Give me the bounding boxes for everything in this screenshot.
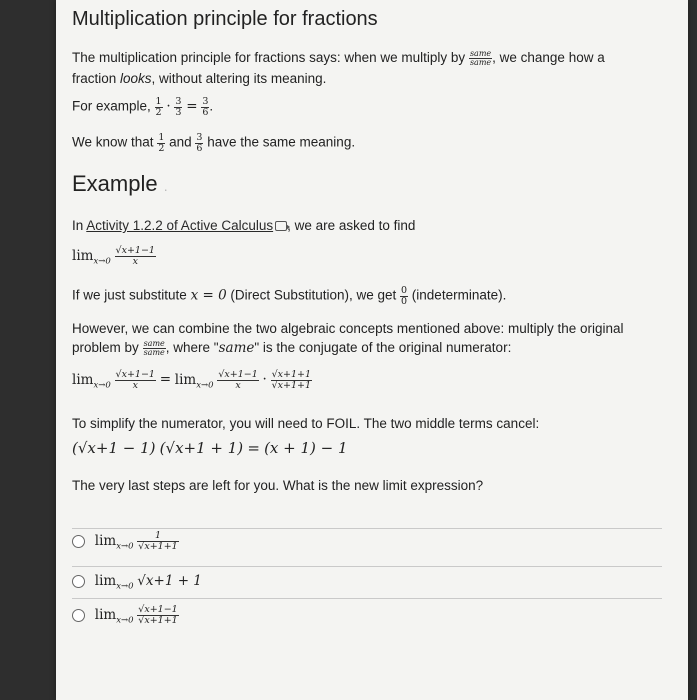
fraction-denominator: 6 bbox=[196, 142, 203, 154]
expanded-expression bbox=[72, 370, 312, 394]
simplify-line: To simplify the numerator, you will need to FOIL. The two middle terms cancel: bbox=[72, 416, 540, 431]
fraction-denominator: 2 bbox=[158, 142, 165, 154]
fraction-denominator: x bbox=[132, 255, 138, 267]
foil-left-factor-2: (√x+1 + 1) bbox=[159, 439, 244, 457]
however-text-c: " is the conjugate of the original numerator: bbox=[254, 340, 512, 355]
same-over-same-fraction bbox=[143, 340, 166, 357]
lim-subscript: x→0 bbox=[196, 380, 214, 391]
substitute-line bbox=[72, 286, 506, 306]
equals-sign: = bbox=[247, 439, 260, 457]
original-fraction bbox=[115, 370, 156, 390]
fraction-denominator: x bbox=[235, 379, 241, 391]
fraction-denominator: x bbox=[132, 379, 138, 391]
intro-line2-a: fraction bbox=[72, 71, 121, 86]
fraction-numerator: same bbox=[143, 338, 165, 348]
limit-fraction bbox=[115, 246, 156, 266]
fraction-numerator: √x+1+1 bbox=[271, 369, 311, 380]
fraction-numerator: 1 bbox=[137, 531, 178, 542]
intro-line-1 bbox=[72, 49, 605, 67]
looks-emphasis: looks bbox=[120, 71, 152, 86]
fraction-denominator: √x+1+1 bbox=[271, 379, 311, 391]
activity-text-a: In bbox=[72, 218, 87, 233]
fraction-denominator: 0 bbox=[401, 295, 408, 307]
fraction-three-sixths bbox=[201, 97, 209, 117]
fraction-one-half bbox=[155, 97, 163, 117]
fraction-numerator: √x+1−1 bbox=[115, 369, 155, 380]
fraction-numerator: 3 bbox=[175, 96, 182, 107]
activity-link[interactable]: Activity 1.2.2 of Active Calculus bbox=[86, 218, 274, 233]
fraction-numerator: √x+1−1 bbox=[138, 604, 178, 615]
limit-operator bbox=[94, 532, 134, 552]
fraction-denominator: 6 bbox=[202, 106, 209, 118]
limit-operator bbox=[174, 371, 214, 391]
conjugate-fraction bbox=[271, 370, 312, 390]
activity-text-b: , we are asked to find bbox=[287, 218, 416, 233]
fraction-one-half bbox=[157, 133, 165, 153]
answer-option-1[interactable] bbox=[72, 531, 179, 551]
multiply-dot: · bbox=[262, 371, 267, 388]
answer-option-3[interactable] bbox=[72, 605, 179, 625]
limit-operator bbox=[72, 371, 111, 391]
intro-text-a: The multiplication principle for fractions says: when we multiply by bbox=[72, 50, 466, 65]
fraction-numerator: same bbox=[469, 48, 492, 58]
we-know-text-c: have the same meaning. bbox=[207, 134, 356, 150]
lim-subscript: x→0 bbox=[116, 581, 134, 592]
activity-line bbox=[72, 217, 415, 235]
example-heading: Example . bbox=[72, 171, 168, 196]
same-over-same-fraction bbox=[469, 50, 492, 67]
limit-operator bbox=[94, 573, 134, 592]
fraction-numerator: √x+1−1 bbox=[218, 369, 258, 380]
lim-text: lim bbox=[72, 371, 94, 388]
page-title: Multiplication principle for fractions bbox=[72, 8, 378, 30]
however-text-a: problem by bbox=[72, 340, 139, 355]
however-line-1: However, we can combine the two algebraic concepts mentioned above: multiply the original bbox=[72, 321, 624, 336]
fraction-numerator: 1 bbox=[155, 96, 162, 107]
fraction-denominator: same bbox=[469, 57, 492, 67]
lim-text: lim bbox=[94, 573, 117, 589]
radio-button[interactable] bbox=[72, 575, 85, 588]
limit-operator bbox=[94, 606, 134, 626]
lim-text: lim bbox=[94, 532, 117, 549]
fraction-denominator: √x+1+1 bbox=[138, 614, 178, 626]
lim-subscript: x→0 bbox=[93, 380, 111, 391]
intro-text-b: , we change how a bbox=[492, 50, 605, 65]
question-text: The very last steps are left for you. What is the new limit expression? bbox=[72, 478, 484, 493]
lim-text: lim bbox=[94, 606, 117, 623]
fraction-numerator: 1 bbox=[158, 132, 165, 143]
radio-button[interactable] bbox=[72, 535, 85, 548]
fraction-numerator: 3 bbox=[196, 132, 203, 143]
options-divider bbox=[72, 528, 662, 529]
option-expression: √x+1 + 1 bbox=[137, 573, 202, 589]
fraction-three-sixths bbox=[195, 133, 203, 153]
limit-expression bbox=[72, 246, 156, 270]
fraction-numerator: 0 bbox=[401, 285, 408, 296]
fraction-three-thirds bbox=[174, 97, 182, 117]
we-know-text-b: and bbox=[169, 134, 192, 150]
foil-result: (x + 1) − 1 bbox=[264, 439, 348, 457]
options-divider bbox=[72, 566, 662, 567]
intro-line-2 bbox=[72, 70, 326, 88]
limit-operator bbox=[72, 247, 111, 267]
intro-line2-b: , without altering its meaning. bbox=[151, 71, 327, 86]
foil-expression bbox=[72, 439, 348, 458]
fraction-denominator: 2 bbox=[155, 106, 162, 118]
we-know-text-a: We know that bbox=[72, 134, 154, 150]
however-line-2 bbox=[72, 339, 511, 357]
lim-subscript: x→0 bbox=[93, 256, 111, 267]
fraction-denominator: 3 bbox=[175, 106, 182, 118]
equals-sign: = bbox=[159, 371, 172, 388]
lim-text: lim bbox=[72, 247, 94, 264]
fraction-numerator: 3 bbox=[202, 96, 209, 107]
lim-subscript: x→0 bbox=[116, 541, 134, 552]
original-fraction bbox=[217, 370, 258, 390]
answer-option-2[interactable] bbox=[72, 573, 202, 592]
radio-button[interactable] bbox=[72, 609, 85, 622]
lim-text: lim bbox=[174, 371, 197, 388]
substitute-text-b: (Direct Substitution), we get bbox=[226, 287, 400, 303]
lim-subscript: x→0 bbox=[116, 615, 134, 626]
substitute-text-c: (indeterminate). bbox=[408, 287, 507, 303]
substitute-text-a: If we just substitute bbox=[72, 287, 191, 303]
x-equals-zero: x = 0 bbox=[190, 287, 227, 304]
same-word: same bbox=[218, 340, 255, 356]
for-example-label: For example, bbox=[72, 98, 151, 114]
we-know-line bbox=[72, 133, 355, 153]
fraction-denominator: same bbox=[143, 347, 165, 357]
for-example-line: For example, $\frac{1}{2}$ · $\frac{3}{3}$ = $\frac{3}{6}$ . bbox=[72, 96, 214, 118]
example-heading-text: Example bbox=[72, 171, 158, 196]
options-divider bbox=[72, 598, 662, 599]
document-page bbox=[56, 0, 688, 700]
foil-left-factor-1: (√x+1 − 1) bbox=[72, 439, 156, 457]
option-fraction bbox=[137, 605, 178, 625]
zero-over-zero-fraction bbox=[400, 286, 408, 306]
option-fraction bbox=[137, 531, 178, 551]
however-text-b: , where " bbox=[165, 340, 219, 355]
fraction-numerator: √x+1−1 bbox=[115, 245, 155, 256]
external-link-icon[interactable] bbox=[275, 221, 287, 231]
fraction-denominator: √x+1+1 bbox=[138, 540, 178, 552]
